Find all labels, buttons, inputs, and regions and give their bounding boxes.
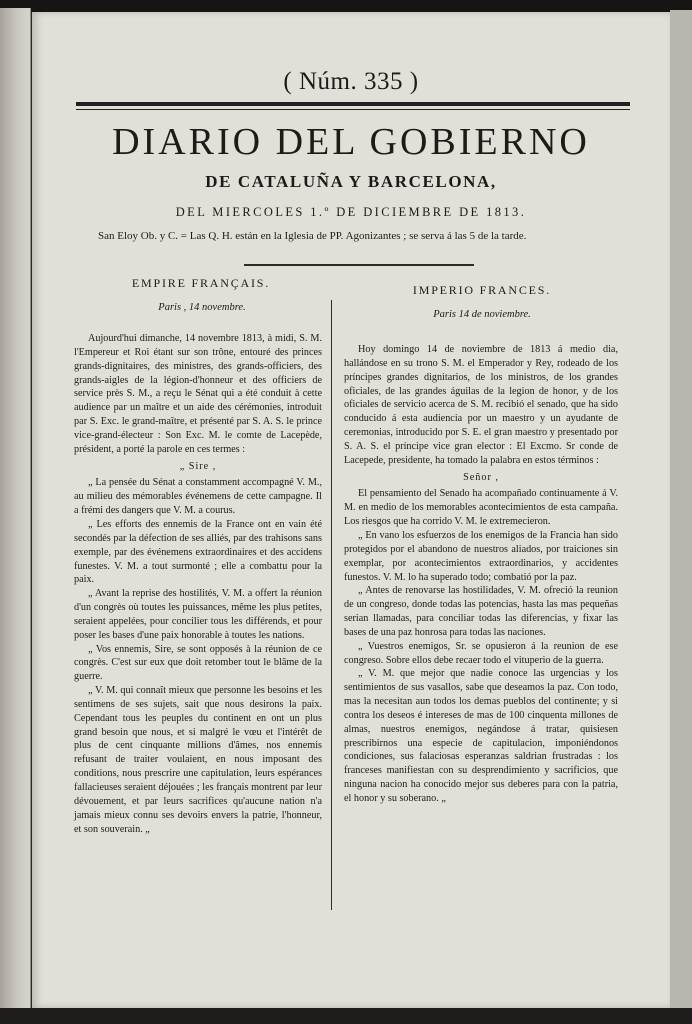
spanish-paragraph: El pensamiento del Senado ha acompañado continuamente á V. M. en medio de los memorables acontecimientos de esta campaña. Los riesgos que ha corrido V. M. le extremecieron. [344,488,618,528]
french-paragraph: „ V. M. qui connaît mieux que personne les besoins et les sentimens de ses sujets, sait que nous desirons la paix. Cependant tous les peuples du continent en ont un plus grand besoin que nous, et si malgré le vœu et l'intérêt de plus de cent cinquante millions d'âmes, nos ennemis refusant de traiter voulaient, en nous imposant des conditions, nous prescrire une capitulation, leurs espérances fallacieuses seraient déjouées ; les français montrent par leur dévouement, et par leurs sacrifices qu'aucune nation n'a jamais mieux connu ses devoirs envers la patrie, l'honneur, et son souverain. „ [74,685,322,835]
french-paragraph: „ Les efforts des ennemis de la France ont en vain été secondés par la défection de ses alliés, par des trahisons sans exemple, par des événemens extraordinaires et des accidens funestes. V. M. a tout surmonté ; elle a combattu pour la paix. [74,518,322,586]
french-text-column [74,332,322,836]
spanish-text-column [344,343,618,806]
french-paragraph: „ Avant la reprise des hostilités, V. M. a offert la réunion d'un congrès où toutes les puissances, même les plus petites, seraient appelées, pour concilier tous les différends, et pour poser les bases d'une paix honorable à toutes les nations. [74,588,322,641]
scan-bottom-edge [0,1008,692,1024]
french-salutation: „ Sire , [179,460,217,472]
saints-notice: San Eloy Ob. y C. = Las Q. H. están en la Iglesia de PP. Agonizantes ; se serva á las 5 de la tarde. [98,230,527,242]
column-divider [331,300,332,910]
section-rule [244,264,474,266]
masthead-subtitle: DE CATALUÑA Y BARCELONA, [205,172,497,191]
issue-number: ( Núm. 335 ) [283,68,419,95]
spanish-paragraph: „ Antes de renovarse las hostilidades, V. M. ofreció la reunion de un congreso, donde todas las potencias, hasta las mas pequeñas serian llamadas, para conciliar todas las diferencias, y fixar las bases de una paz honrosa para todas las naciones. [344,585,618,638]
header-rule-thick [76,102,630,106]
spanish-salutation: Señor , [463,471,499,483]
scan-right-edge [670,10,692,1010]
left-column-heading: EMPIRE FRANÇAIS. [131,276,271,290]
book-spine-left-page [0,8,31,1008]
french-paragraph: „ Vos ennemis, Sire, se sont opposés à la réunion de ce congrès. C'est sur eux que doit retomber tout le blâme de la guerre. [74,643,322,683]
issue-dateline: DEL MIERCOLES 1.º DE DICIEMBRE DE 1813. [175,205,527,219]
header-rule-thin [76,109,630,110]
left-column-place-date: Paris , 14 novembre. [158,302,246,313]
newspaper-page [32,12,670,1008]
french-intro-paragraph: Aujourd'hui dimanche, 14 novembre 1813, à midi, S. M. l'Empereur et Roi étant sur son trône, entouré des princes grands-dignitaires, des ministres, des grands-officiers, des grands-aigles de la légion-d'honneur et des officiers de service près S. M., a reçu le Sénat qui a été conduit à cette audience par un maître et un aide des cérémonies, introduit par S. Exc. le grand-maître, et présenté par S. A. S. le prince vice-grand-électeur : Son Exc. M. le comte de Lacepède, président, a porté la parole en ces termes : [74,333,322,455]
masthead-title: DIARIO DEL GOBIERNO [112,121,590,163]
right-column-place-date: Paris 14 de noviembre. [433,309,531,320]
spanish-paragraph: „ V. M. que mejor que nadie conoce las urgencias y los sentimientos de sus vasallos, sabe que deseamos la paz. Con todo, mas la necesitan aun todos los demas pueblos del continente; y si contra los deseos é intereses de mas de 100 cinquenta millones de almas, nuestros enemigos, negándose á tratar, quisiesen prescribirnos una especie de capitulacion, imponiéndonos condiciones, sus falaciosas esperanzas saldrian frustradas : los franceses manifiestan con su desprendimiento y sacrificios, que ninguna nacion ha conocido mejor sus deberes para con la patria, el honor y su soberano. „ [344,668,618,804]
scan-top-edge [0,0,692,12]
french-paragraph: „ La pensée du Sénat a constamment accompagné V. M., au milieu des mémorables événemens de cette campagne. Il a frémi des dangers que V. M. a courus. [74,477,322,517]
spanish-intro-paragraph: Hoy domingo 14 de noviembre de 1813 á medio dia, hallándose en su trono S. M. el Emperador y Rey, rodeado de los príncipes grandes dignitarios, de los ministros, de los grandes oficiales, de las grandes águilas de la legion de honor, y de los oficiales de servicio acerca de S. M. recibió el senado, que ha sido conducido á esta audiencia por un maestro y un ayudante de ceremonias, introducido por S. E. el gran maestro y presentado por S. A. S. el príncipe vice gran elector : El Excmo. Sr conde de Lacepede, presidente, ha tomado la palabra en estos términos : [344,344,618,466]
right-column-heading: IMPERIO FRANCES. [412,283,552,297]
spanish-paragraph: „ En vano los esfuerzos de los enemigos de la Francia han sido protegidos por el abandono de nuestros aliados, por traiciones sin exemplar, por acontecimientos extraordinarios, y accidentes funestos. V. M. lo ha superado todo; combatió por la paz. [344,529,618,583]
spanish-paragraph: „ Vuestros enemigos, Sr. se opusieron á la reunion de ese congreso. Sobre ellos debe recaer todo el vituperio de la guerra. [344,640,618,666]
